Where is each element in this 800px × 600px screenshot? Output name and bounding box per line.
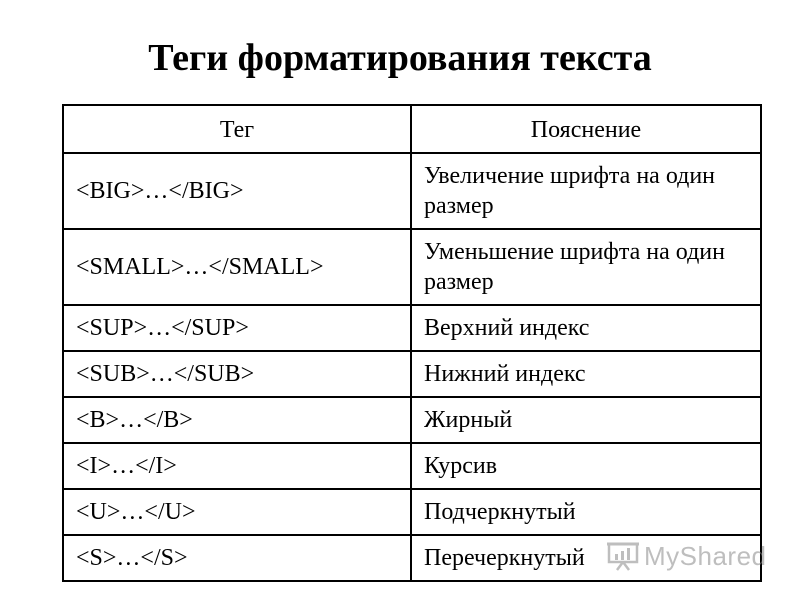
table-row: [63, 153, 761, 229]
table-row: [63, 397, 761, 443]
header-description: Пояснение: [411, 105, 761, 153]
watermark: [606, 538, 767, 574]
description-cell: Подчеркнутый: [411, 489, 761, 535]
tag-cell: <SMALL>…</SMALL>: [63, 229, 411, 305]
table-header-row: [63, 105, 761, 153]
description-cell: Курсив: [411, 443, 761, 489]
description-cell: Увеличение шрифта на один размер: [411, 153, 761, 229]
table-row: [63, 305, 761, 351]
tag-cell: <SUB>…</SUB>: [63, 351, 411, 397]
tag-cell: <B>…</B>: [63, 397, 411, 443]
table-row: [63, 489, 761, 535]
tags-table: [62, 104, 762, 582]
description-cell: Жирный: [411, 397, 761, 443]
tag-cell: <I>…</I>: [63, 443, 411, 489]
description-cell: Нижний индекс: [411, 351, 761, 397]
table-row: [63, 443, 761, 489]
slide-title: Теги форматирования текста: [148, 37, 652, 79]
description-cell: Верхний индекс: [411, 305, 761, 351]
presentation-board-icon: [606, 541, 644, 571]
table-row: [63, 229, 761, 305]
description-cell: Уменьшение шрифта на один размер: [411, 229, 761, 305]
description-cell: Перечеркнутый: [411, 535, 761, 581]
tag-cell: <SUP>…</SUP>: [63, 305, 411, 351]
header-tag: Тег: [63, 105, 411, 153]
tag-cell: <U>…</U>: [63, 489, 411, 535]
watermark-text: MyShared: [644, 540, 767, 571]
tag-cell: <S>…</S>: [63, 535, 411, 581]
table-row: [63, 351, 761, 397]
tag-cell: <BIG>…</BIG>: [63, 153, 411, 229]
